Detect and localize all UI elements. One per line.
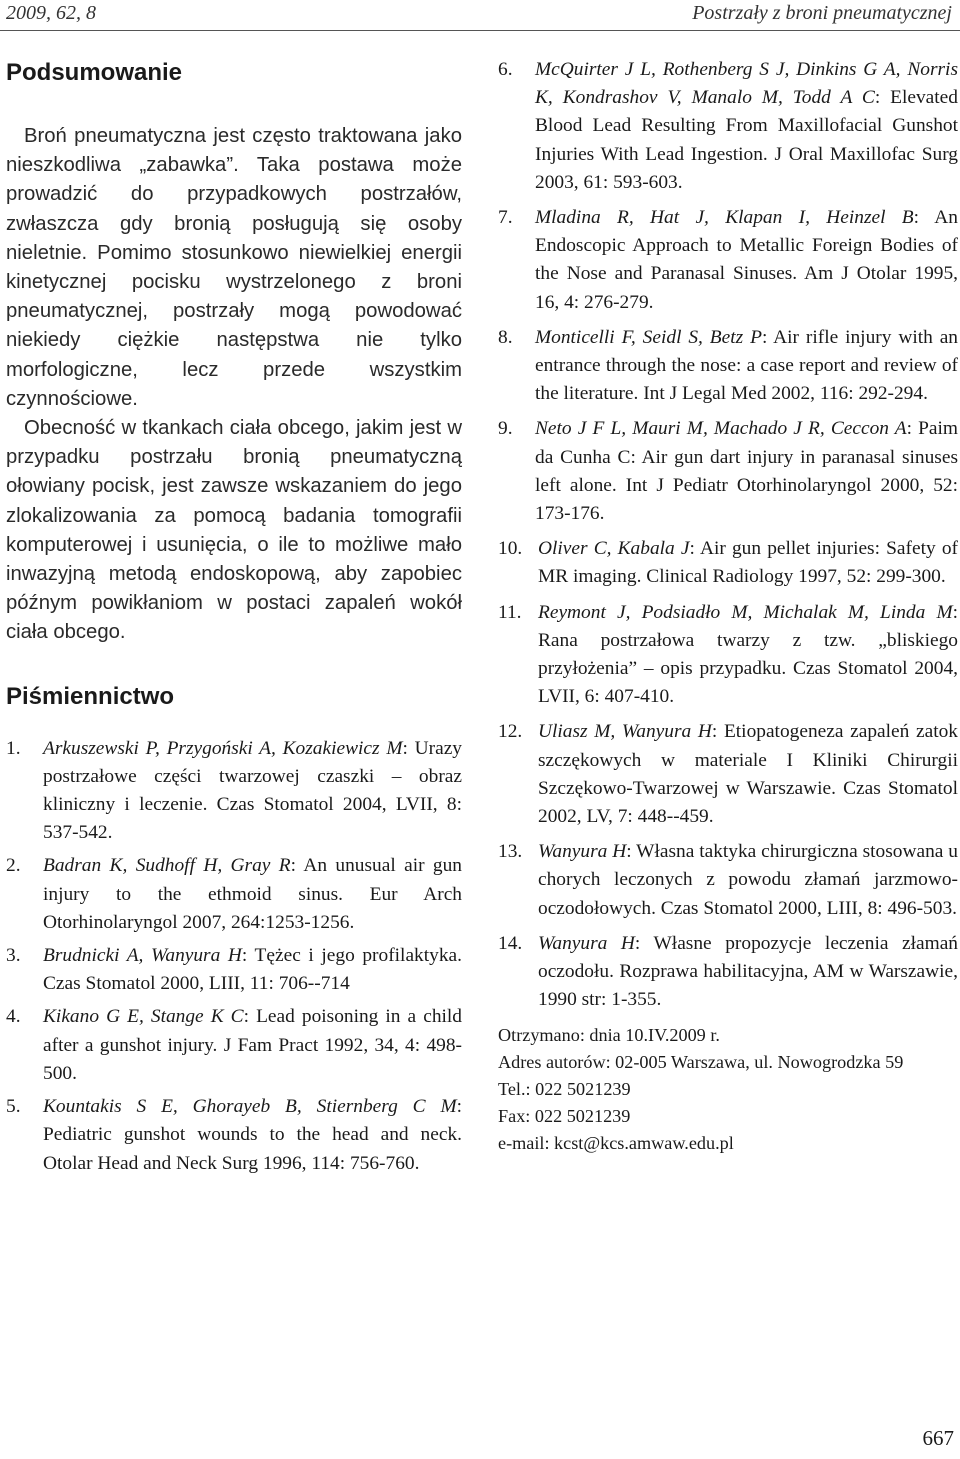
reference-item <box>6 735 462 848</box>
received-date: Otrzymano: dnia 10.IV.2009 r. <box>498 1024 720 1045</box>
reference-text: : Własne propozycje leczenia złamań oczodołu. Rozprawa habilitacyjna, AM w Warszawie, 1990 str: 1-355. <box>538 932 958 1011</box>
reference-item <box>6 1003 462 1088</box>
reference-number: 10. <box>498 538 523 560</box>
reference-authors: Mladina R, Hat J, Klapan I, Heinzel B <box>535 207 914 229</box>
reference-authors: Wanyura H <box>538 841 627 863</box>
correspondence-info <box>498 1022 958 1157</box>
reference-authors: Badran K, Sudhoff H, Gray R <box>43 855 291 877</box>
reference-item <box>6 852 462 937</box>
reference-number: 5. <box>6 1096 21 1118</box>
reference-text: : An unusual air gun injury to the ethmoid sinus. Eur Arch Otorhinolaryngol 2007, 264:1253-1256. <box>43 855 462 933</box>
reference-text: : Rana postrzałowa twarzy z tzw. „bliskiego przyłożenia” – opis przypadku. Czas Stomatol 2004, LVII, 6: 407-410. <box>538 601 958 708</box>
reference-text: : Pediatric gunshot wounds to the head and neck. Otolar Head and Neck Surg 1996, 114: 756-760. <box>43 1096 462 1174</box>
reference-authors: Reymont J, Podsiadło M, Michalak M, Linda M <box>538 601 953 623</box>
references-title: Piśmiennictwo <box>6 682 175 710</box>
right-column <box>498 56 958 1157</box>
reference-text: : An Endoscopic Approach to Metallic Foreign Bodies of the Nose and Paranasal Sinuses. Am J Otolar 1995, 16, 4: 276-279. <box>535 207 958 313</box>
email-address: e-mail: kcst@kcs.amwaw.edu.pl <box>498 1132 734 1153</box>
reference-number: 14. <box>498 932 523 954</box>
summary-title: Podsumowanie <box>6 59 183 86</box>
summary-paragraph: Broń pneumatyczna jest często traktowana jako nieszkodliwa „zabawka”. Taka postawa może prowadzić do przypadkowych postrzałów, zwłaszcza gdy bronią posługują się osoby nieletnie. Pomimo stosunkowo niewielkiej energii kinetycznej pocisku wystrzelonego z broni pneumatycznej, postrzały mogą powodować niekiedy ciężkie następstwa nie tylko morfologiczne, lecz przede wszystkim czynnościowe. <box>6 125 462 410</box>
page-number: 667 <box>922 1426 954 1450</box>
reference-text: : Urazy postrzałowe części twarzowej czaszki – obraz kliniczny i leczenie. Czas Stomatol 2004, LVII, 8: 537-542. <box>43 737 463 844</box>
reference-number: 2. <box>6 855 21 877</box>
reference-number: 8. <box>498 326 513 348</box>
journal-reference: 2009, 62, 8 <box>6 2 96 24</box>
reference-authors: Kikano G E, Stange K C <box>43 1006 244 1028</box>
reference-text: : Elevated Blood Lead Resulting From Maxillofacial Gunshot Injuries With Lead Ingestion. J Oral Maxillofac Surg 2003, 61: 593-603. <box>535 87 958 193</box>
reference-number: 11. <box>498 601 522 623</box>
reference-text: : Air gun pellet injuries: Safety of MR imaging. Clinical Radiology 1997, 52: 299-300. <box>538 538 958 588</box>
reference-text: : Własna taktyka chirurgiczna stosowana u chorych leczonych z powodu złamań jarzmowo-oczodołowych. Czas Stomatol 2000, LIII, 8: 496-503. <box>538 841 958 919</box>
reference-number: 1. <box>6 737 21 759</box>
reference-authors: Kountakis S E, Ghorayeb B, Stiernberg C M <box>43 1096 457 1118</box>
reference-item <box>498 599 958 712</box>
reference-text: : Paim da Cunha C: Air gun dart injury in paranasal sinuses left alone. Int J Pediatr Otorhinolaryngol 2000, 52: 173-176. <box>535 418 958 525</box>
reference-number: 3. <box>6 945 21 967</box>
reference-authors: McQuirter J L, Rothenberg S J, Dinkins G A, Norris K, Kondrashov V, Manalo M, Todd A C <box>535 59 958 109</box>
reference-item <box>498 324 958 409</box>
reference-item <box>498 415 958 528</box>
reference-item <box>498 838 958 923</box>
reference-number: 6. <box>498 59 513 80</box>
reference-authors: Arkuszewski P, Przygoński A, Kozakiewicz M <box>43 737 403 759</box>
reference-number: 7. <box>498 207 513 229</box>
reference-item <box>498 204 958 317</box>
reference-item <box>6 1093 462 1178</box>
header-divider <box>0 30 960 31</box>
reference-number: 4. <box>6 1006 21 1028</box>
reference-item <box>498 930 958 1015</box>
reference-text: : Tężec i jego profilaktyka. Czas Stomatol 2000, LIII, 11: 706--714 <box>43 945 462 995</box>
reference-number: 13. <box>498 841 523 863</box>
reference-number: 12. <box>498 721 523 743</box>
reference-authors: Oliver C, Kabala J <box>538 538 690 560</box>
reference-list <box>6 735 462 1178</box>
reference-authors: Neto J F L, Mauri M, Machado J R, Ceccon A <box>535 418 907 440</box>
running-title: Postrzały z broni pneumatycznej <box>692 2 952 24</box>
reference-text: : Air rifle injury with an entrance through the nose: a case report and review of the literature. Int J Legal Med 2002, 116: 292-294. <box>535 326 958 405</box>
reference-item <box>6 942 462 998</box>
reference-item <box>498 56 958 197</box>
reference-authors: Monticelli F, Seidl S, Betz P <box>535 326 762 348</box>
reference-number: 9. <box>498 418 513 440</box>
reference-list <box>498 56 958 1015</box>
reference-text: : Etiopatogeneza zapaleń zatok szczękowych w materiale I Kliniki Chirurgii Szczękowo-Twarzowej w Warszawie. Czas Stomatol 2002, LV, 7: 448--459. <box>538 721 958 828</box>
reference-authors: Wanyura H <box>538 932 635 954</box>
left-column <box>6 56 462 1183</box>
summary-paragraph: Obecność w tkankach ciała obcego, jakim jest w przypadku postrzału bronią pneumatyczną ołowiany pocisk, jest zawsze wskazaniem do jego zlokalizowania za pomocą badania tomografii komputerowej i usunięcia, o ile to możliwe mało inwazyjną metodą endoskopową, aby zapobiec późnym powikłaniom w postaci zapaleń wokół ciała obcego. <box>6 417 462 644</box>
phone-number: Tel.: 022 5021239 <box>498 1078 631 1099</box>
reference-item <box>498 718 958 831</box>
fax-number: Fax: 022 5021239 <box>498 1105 631 1126</box>
reference-text: : Lead poisoning in a child after a gunshot injury. J Fam Pract 1992, 34, 4: 498-500. <box>43 1006 462 1084</box>
reference-item <box>498 535 958 591</box>
reference-authors: Brudnicki A, Wanyura H <box>43 945 242 967</box>
author-address: Adres autorów: 02-005 Warszawa, ul. Nowogrodzka 59 <box>498 1051 904 1072</box>
reference-authors: Uliasz M, Wanyura H <box>538 721 712 743</box>
